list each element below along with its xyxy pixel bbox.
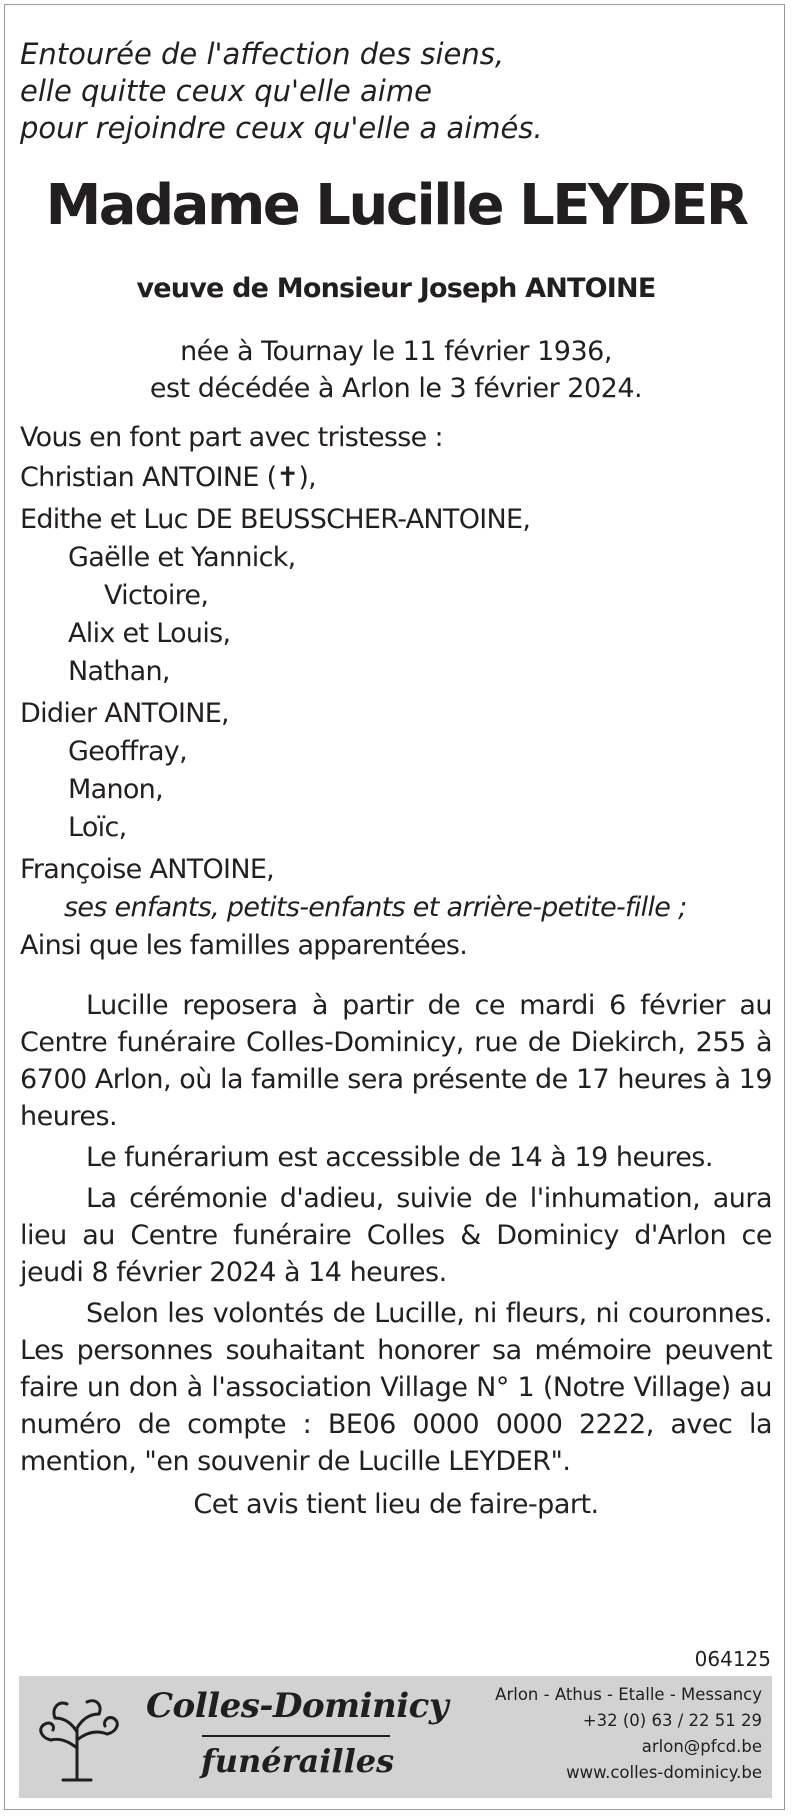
deceased-name: Madame Lucille LEYDER	[45, 173, 747, 238]
epigraph-line: pour rejoindre ceux qu'elle a aimés.	[20, 111, 543, 145]
birth-line: née à Tournay le 11 février 1936,	[180, 336, 612, 367]
widow-line: veuve de Monsieur Joseph ANTOINE	[136, 273, 656, 304]
family-member: Loïc,	[68, 812, 127, 843]
contact-block	[495, 1682, 762, 1786]
family-member: Gaëlle et Yannick,	[68, 542, 296, 573]
dates-block	[20, 333, 772, 407]
family-member: Françoise ANTOINE,	[20, 854, 275, 885]
family-list	[20, 419, 772, 965]
family-member: Manon,	[68, 774, 163, 805]
epigraph-line: elle quitte ceux qu'elle aime	[20, 74, 432, 108]
closing-line: Cet avis tient lieu de faire-part.	[193, 1489, 599, 1520]
tree-logo-icon	[27, 1688, 127, 1790]
locations: Arlon - Athus - Etalle - Messancy	[495, 1685, 762, 1704]
email-address: arlon@pfcd.be	[641, 1737, 762, 1756]
family-member: Edithe et Luc DE BEUSSCHER-ANTOINE,	[20, 504, 531, 535]
family-member: Didier ANTOINE,	[20, 698, 229, 729]
visitation-paragraph: Lucille reposera à partir de ce mardi 6 février au Centre funéraire Colles-Dominicy, rue de Diekirch, 255 à 6700 Arlon, où la famille sera présente de 17 heures à 19 heures.	[20, 990, 772, 1132]
ceremony-paragraph: La cérémonie d'adieu, suivie de l'inhumation, aura lieu au Centre funéraire Colles & Dominicy d'Arlon ce jeudi 8 février 2024 à 14 heures.	[20, 1183, 772, 1288]
epigraph-line: Entourée de l'affection des siens,	[20, 37, 505, 71]
family-summary: ses enfants, petits-enfants et arrière-petite-fille ;	[64, 892, 687, 923]
death-line: est décédée à Arlon le 3 février 2024.	[149, 373, 643, 404]
website: www.colles-dominicy.be	[566, 1763, 762, 1782]
family-member: Nathan,	[68, 656, 170, 687]
phone-number: +32 (0) 63 / 22 51 29	[582, 1711, 762, 1730]
brand-divider	[202, 1735, 390, 1737]
family-member: Alix et Louis,	[68, 618, 231, 649]
funeral-home-banner	[19, 1676, 772, 1798]
donation-paragraph: Selon les volontés de Lucille, ni fleurs, ni couronnes. Les personnes souhaitant honorer sa mémoire peuvent faire un don à l'association Village N° 1 (Notre Village) au numéro de compte : BE06 0000 0000 2222, avec la mention, "en souvenir de Lucille LEYDER".	[20, 1298, 772, 1477]
family-member: Christian ANTOINE (✝),	[20, 462, 317, 493]
family-intro: Vous en font part avec tristesse :	[20, 422, 443, 453]
epigraph	[20, 36, 772, 147]
obituary-notice	[20, 36, 772, 1523]
hours-paragraph: Le funérarium est accessible de 14 à 19 heures.	[86, 1142, 713, 1173]
family-member: Geoffray,	[68, 736, 187, 767]
brand-name: Colles-Dominicy	[146, 1686, 449, 1726]
related-families: Ainsi que les familles apparentées.	[20, 930, 468, 961]
reference-number: 064125	[694, 1647, 771, 1671]
brand-tagline: funérailles	[201, 1742, 395, 1780]
family-member: Victoire,	[104, 580, 209, 611]
arrangements	[20, 987, 772, 1480]
